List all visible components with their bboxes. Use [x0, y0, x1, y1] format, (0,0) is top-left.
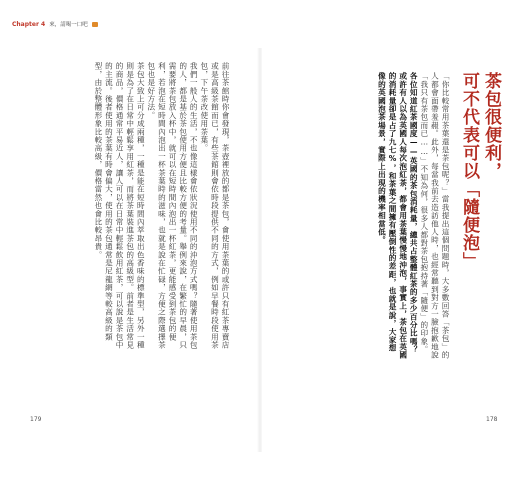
right-paragraph: 「你比較常用茶葉還是茶包呢？」當我提出這個問題時，大多數回答「茶包」的人都會面帶羞赧。此外，每當我前去造訪他人時，也經常聽到對方一臉抱歉地說「我只有茶包而已……」不知為何，很多人都對茶包抱持著「隨便」的印象。 — [419, 72, 450, 359]
left-paragraph: 茶包大致上可分成兩種，一種是能在短時間內萃取出色香味的標準型，另外一種則是為了在日常中輕鬆享用紅茶，而將茶葉裝進茶包的高級型。前者是生活常見的商品，價格通常平易近人，讓人可以在日常中輕鬆飲用紅茶，可以說是茶包中的主流。後者使用的茶葉有時會偏大，使用的茶包通常是尼龍網等較高級的類型，由於整體形象比較高級，價格當然也會比較昂貴。 — [93, 62, 146, 349]
page-number-right: 178 — [486, 416, 498, 423]
headline-line-1: 茶包很便利， — [481, 72, 501, 180]
right-paragraph-emphasis: 各位知道紅茶國度——英國的茶包消耗量，總共占整體紅茶的多少百分比嗎？或許有人以為英國人每次泡紅茶，都會用茶葉慢慢地沖泡，事實上，茶包在英國的消耗量卻是占了九七%，和茶葉之間擁有壓倒性的差距，也就是說，大家想像的英國泡茶場景，實際上出現的機率相當低。 — [377, 72, 419, 359]
chapter-mark-icon — [92, 22, 98, 27]
page-number-left: 179 — [30, 416, 42, 423]
right-page-body — [282, 72, 450, 360]
left-page-body — [30, 62, 230, 350]
left-paragraph: 我們一般人的生活，不也像這樣會依狀況使用不同的沖泡方式嗎？隨著使用茶包的人，都是基於茶包使用方便且比較方便的考量。舉例來說，在繁忙的早晨，只需要將茶包放入杯中，就可以在短時間內泡出一杯紅茶，更能感受到茶包的便利，若泡在短時間內泡出一杯茶葉時的滋味，也就是說在忙碌，方便之際選擇茶包也是好方法。 — [146, 62, 199, 349]
chapter-header — [12, 20, 98, 28]
chapter-tag: Chapter 4 — [12, 20, 46, 28]
left-paragraph: 前往茶館時你會發現，茶壺裡放的都是茶包，會使用茶葉的或許只有紅茶專賣店或是高級茶館而已，有些茶館則會依時段提供不同的方式，例如早餐時段使用茶包，下午茶改使用茶葉。 — [199, 62, 230, 349]
chapter-title: 來，請喝一口吧 — [49, 22, 88, 28]
headline-line-2: 可不代表可以「隨便泡」 — [459, 72, 479, 270]
section-headline — [458, 72, 502, 270]
